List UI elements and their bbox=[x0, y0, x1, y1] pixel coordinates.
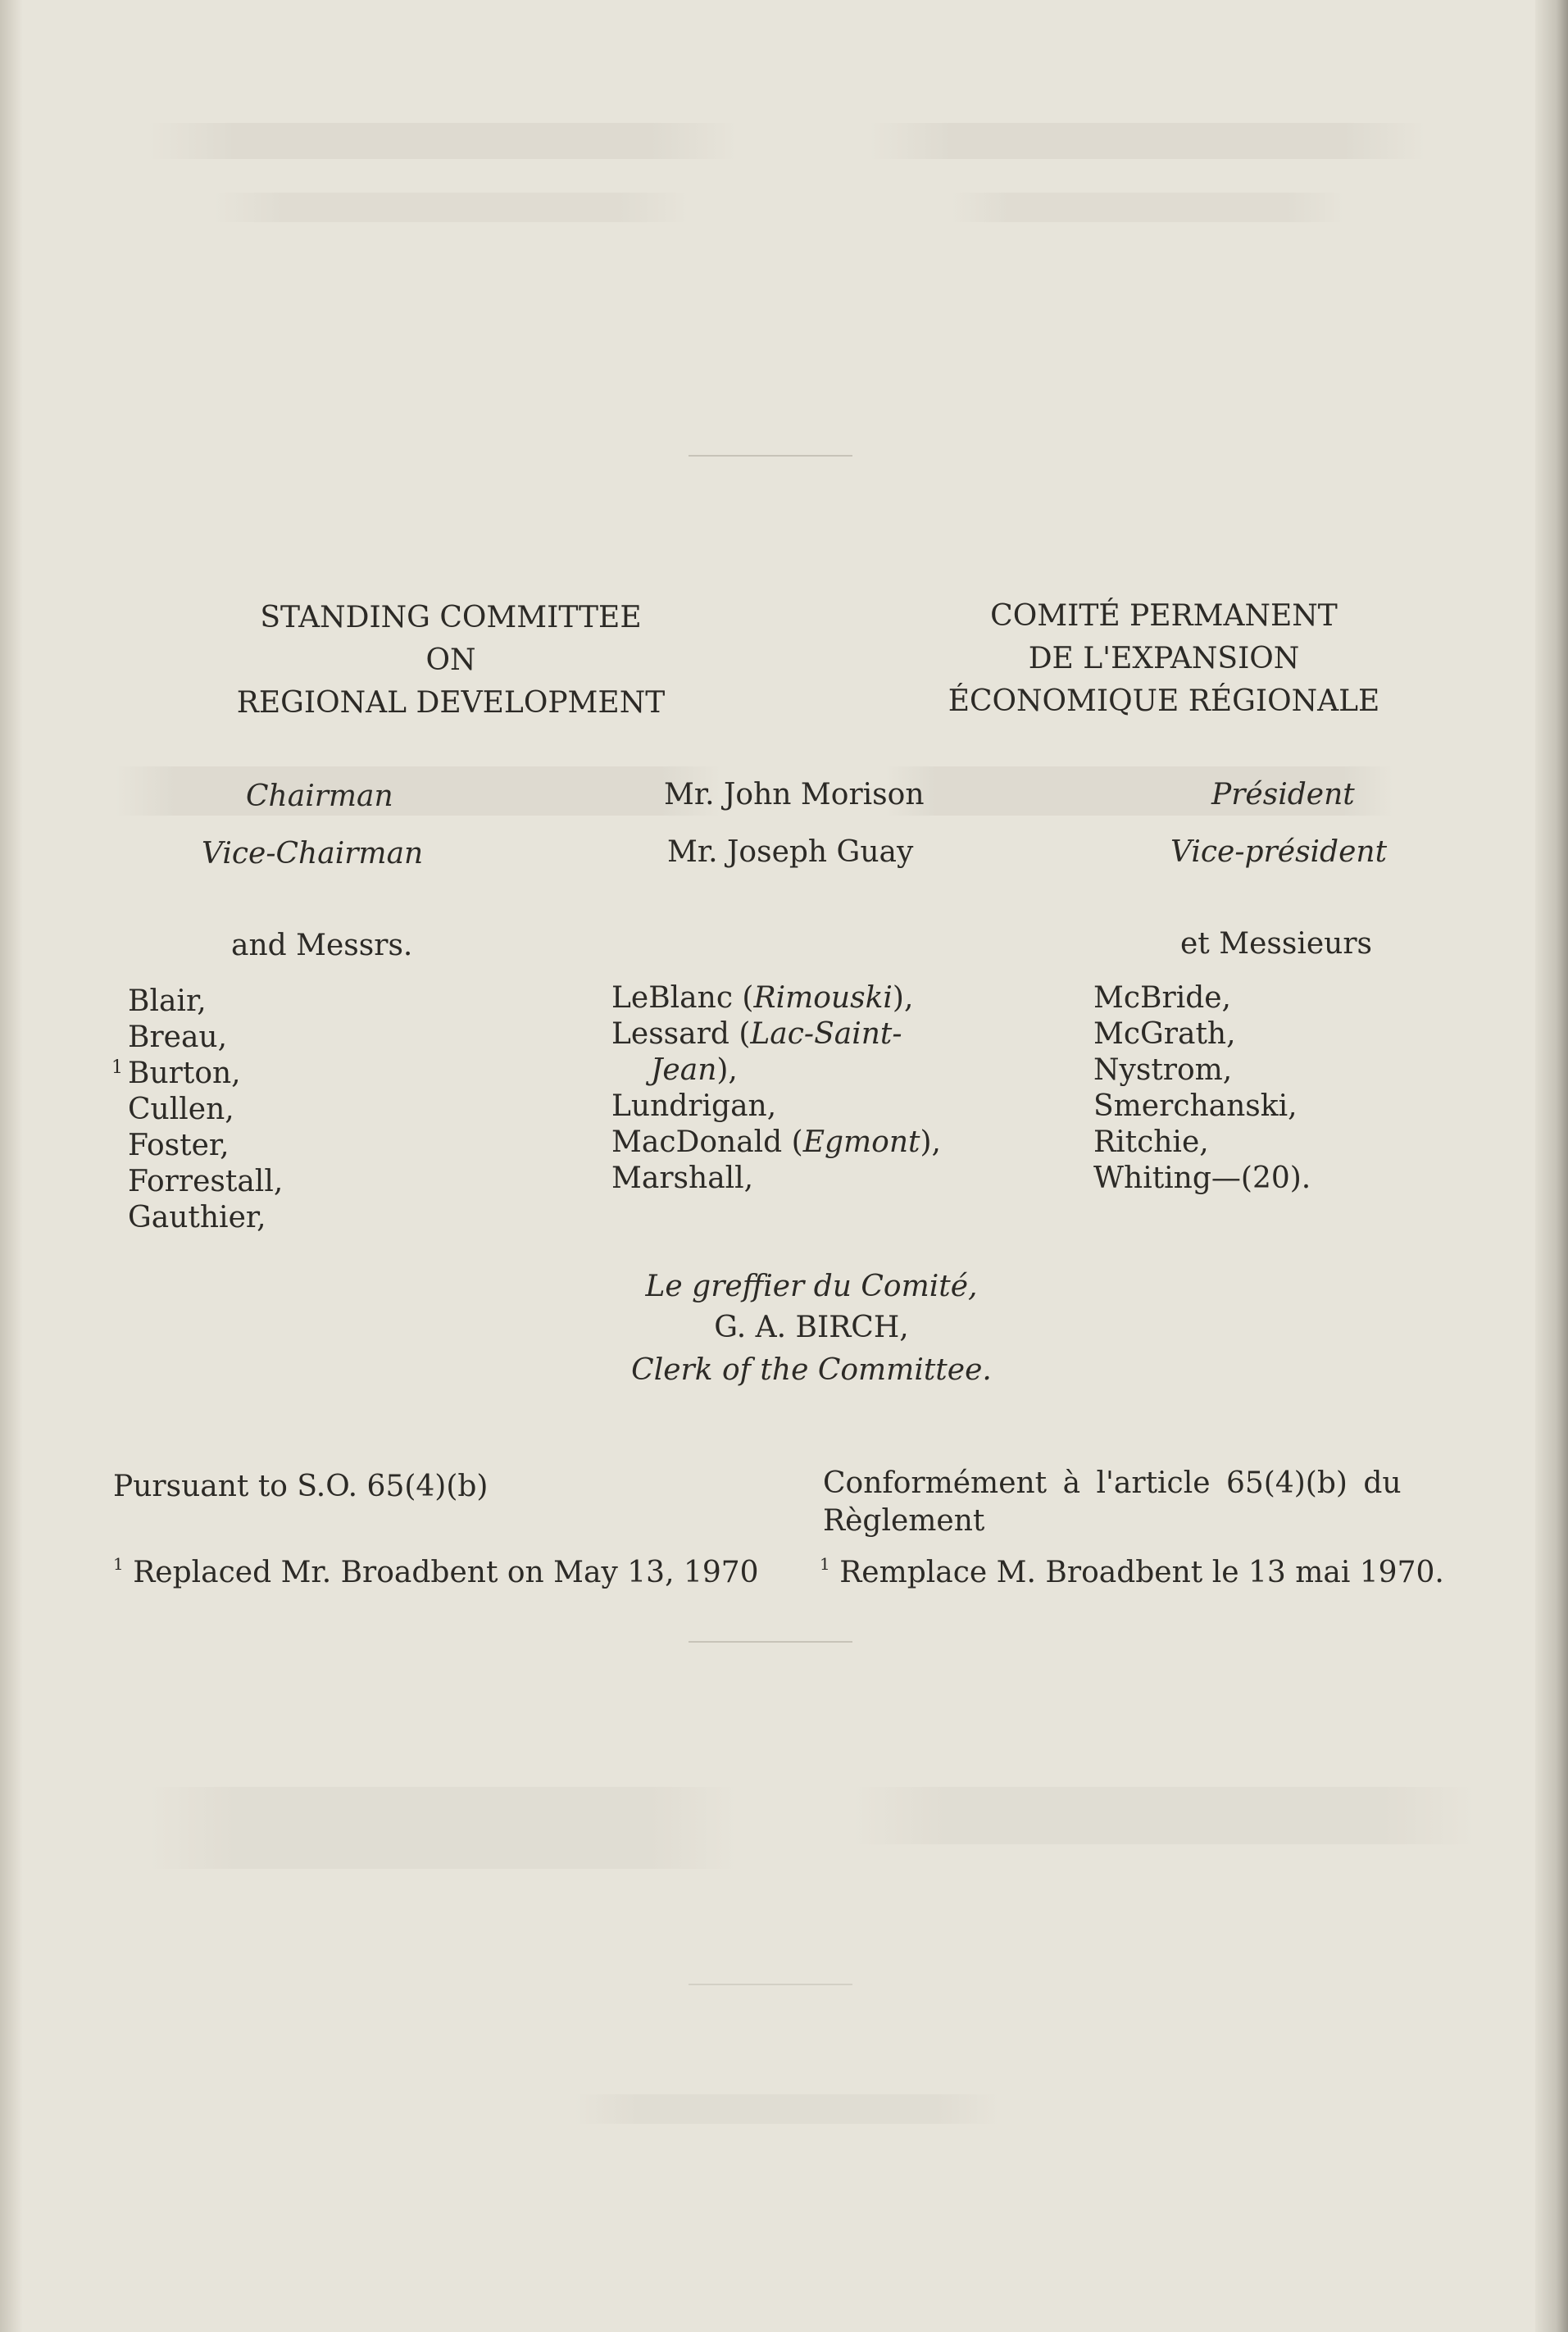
member-item: Foster, bbox=[128, 1129, 230, 1162]
pursuant-en: Pursuant to S.O. 65(4)(b) bbox=[113, 1470, 489, 1503]
chairman-name: Mr. John Morison bbox=[664, 778, 925, 811]
footnote-en: $^1$ Replaced Mr. Broadbent on May 13, 1970 bbox=[113, 1554, 759, 1589]
member-item: Lessard (Lac-Saint- bbox=[611, 1017, 902, 1051]
footnote-marker: 1 bbox=[111, 1057, 123, 1078]
member-item: Blair, bbox=[128, 984, 207, 1018]
heading-fr-line-2: DE L'EXPANSION bbox=[1028, 642, 1300, 675]
member-item: McBride, bbox=[1093, 981, 1231, 1015]
footnote-fr: $^1$ Remplace M. Broadbent le 13 mai 1970. bbox=[820, 1554, 1444, 1589]
pursuant-fr-line-1: Conformément à l'article 65(4)(b) du bbox=[823, 1466, 1402, 1500]
vice-chairman-label: Vice-Chairman bbox=[202, 837, 424, 871]
page-right-edge bbox=[1535, 0, 1568, 2332]
president-label: Président bbox=[1211, 778, 1355, 811]
member-item: Cullen, bbox=[128, 1093, 234, 1126]
vice-chairman-name: Mr. Joseph Guay bbox=[667, 835, 914, 869]
clerk-en-title: Clerk of the Committee. bbox=[631, 1353, 992, 1387]
member-list-col1 bbox=[128, 984, 283, 1236]
member-item: Smerchanski, bbox=[1093, 1089, 1298, 1123]
heading-en-line-3: REGIONAL DEVELOPMENT bbox=[236, 686, 666, 720]
member-list-col2 bbox=[611, 980, 941, 1197]
member-item: Marshall, bbox=[611, 1161, 754, 1195]
footnote-marker: 1 bbox=[820, 1554, 830, 1574]
heading-fr-line-1: COMITÉ PERMANENT bbox=[990, 599, 1338, 633]
heading-en-line-2: ON bbox=[425, 643, 476, 677]
chairman-label: Chairman bbox=[246, 780, 393, 813]
heading-fr-line-3: ÉCONOMIQUE RÉGIONALE bbox=[948, 684, 1380, 718]
member-item: MacDonald (Egmont), bbox=[611, 1125, 942, 1159]
bottom-rule bbox=[689, 1641, 852, 1643]
member-item: Ritchie, bbox=[1093, 1125, 1209, 1159]
member-item: Jean), bbox=[651, 1053, 738, 1087]
footnote-marker: 1 bbox=[113, 1554, 124, 1574]
member-item: McGrath, bbox=[1093, 1017, 1236, 1051]
pursuant-fr-line-2: Règlement bbox=[823, 1504, 985, 1538]
clerk-fr-title: Le greffier du Comité, bbox=[645, 1270, 978, 1303]
and-messrs-label: and Messrs. bbox=[231, 929, 413, 962]
member-item: Gauthier, bbox=[128, 1201, 266, 1234]
vice-president-label: Vice-président bbox=[1170, 835, 1388, 869]
clerk-name: G. A. BIRCH, bbox=[714, 1311, 909, 1344]
heading-en-line-1: STANDING COMMITTEE bbox=[260, 601, 642, 634]
member-item: Burton, bbox=[128, 1057, 241, 1090]
member-item: Lundrigan, bbox=[611, 1089, 777, 1123]
member-item: Forrestall, bbox=[128, 1165, 284, 1198]
member-item: Whiting—(20). bbox=[1093, 1161, 1311, 1195]
page-left-edge bbox=[0, 0, 23, 2332]
top-rule bbox=[689, 455, 852, 457]
member-item: Nystrom, bbox=[1093, 1053, 1233, 1087]
et-messieurs-label: et Messieurs bbox=[1180, 927, 1373, 961]
member-item: Breau, bbox=[128, 1021, 228, 1054]
member-list-col3 bbox=[1093, 980, 1311, 1197]
lower-rule bbox=[689, 1984, 852, 1985]
member-item: LeBlanc (Rimouski), bbox=[611, 981, 914, 1015]
